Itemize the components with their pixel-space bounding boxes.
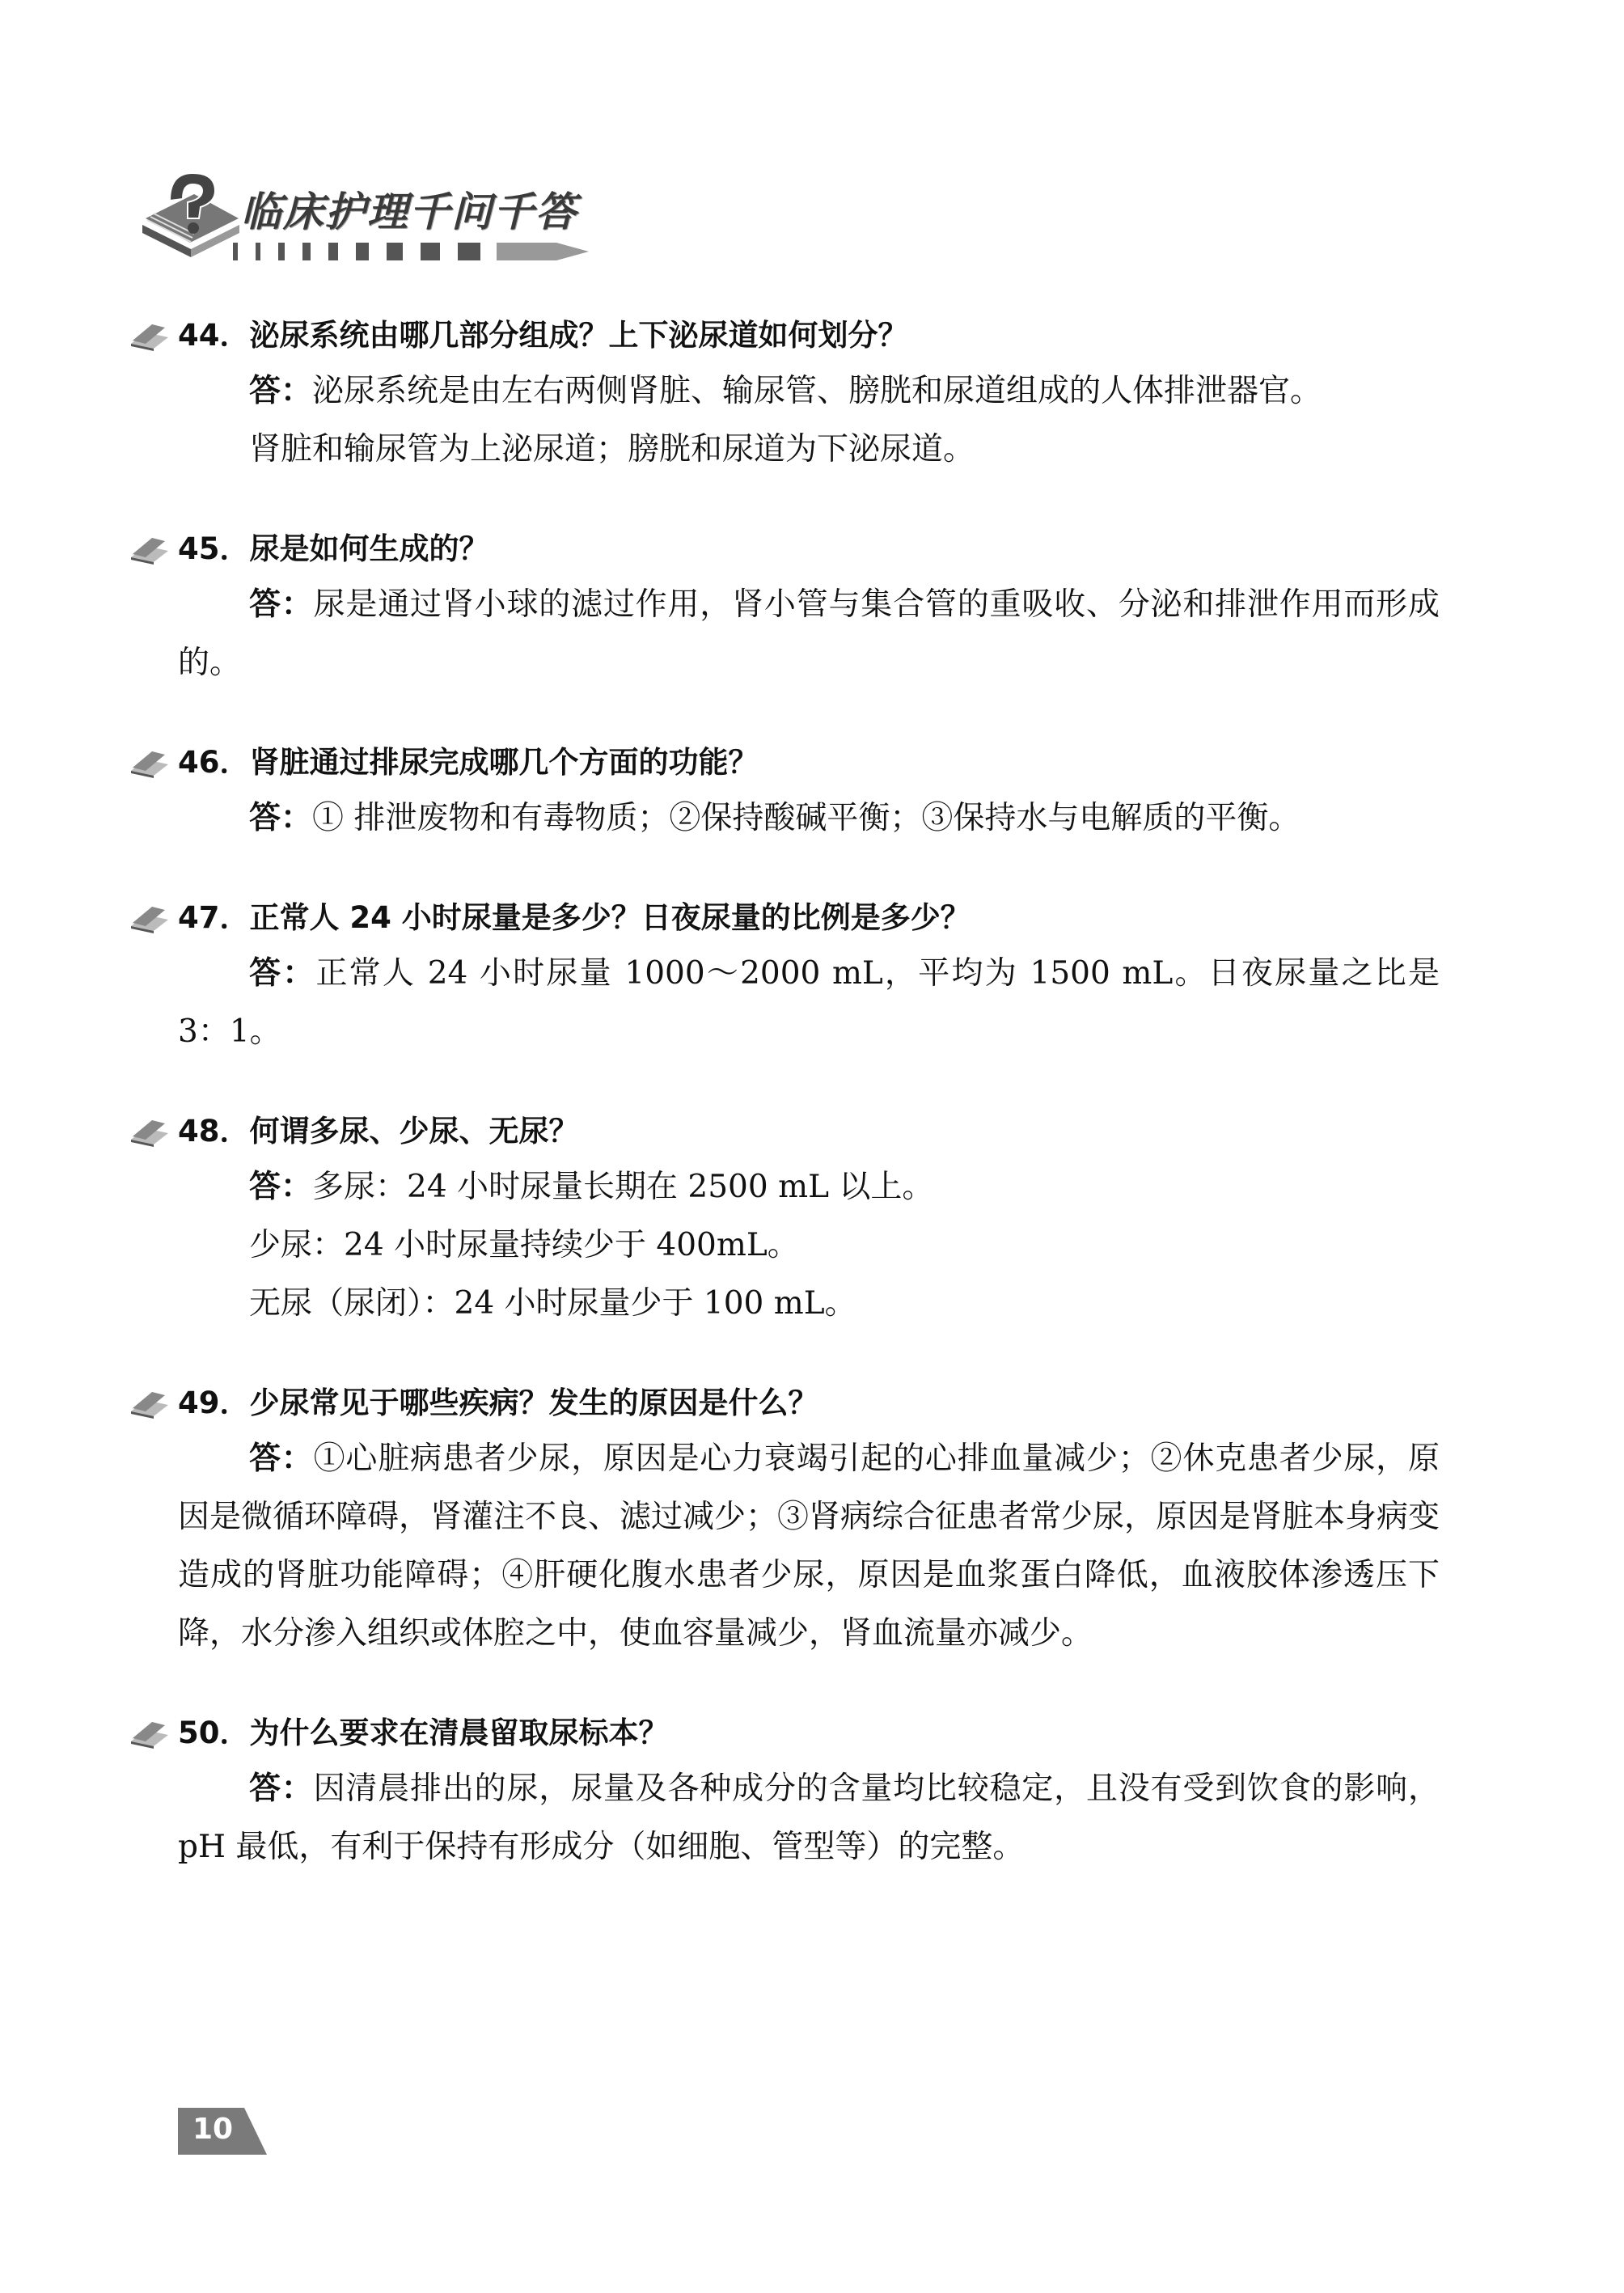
- answer-line: 无尿（尿闭）：24 小时尿量少于 100 mL。: [249, 1285, 856, 1322]
- question-heading: 50．为什么要求在清晨留取尿标本？: [129, 1707, 1440, 1760]
- answer-text: 答：正常人 24 小时尿量 1000～2000 mL，平均为 1500 mL。日夜尿量之比是 3：1。: [178, 955, 1440, 1050]
- book-question-icon: [137, 162, 243, 267]
- book-page-icon: [129, 903, 170, 934]
- answer-continuation: 肾脏和输尿管为上泌尿道；膀胱和尿道为下泌尿道。: [249, 431, 975, 467]
- question-heading: 45．尿是如何生成的？: [129, 522, 1440, 576]
- question-heading: 48．何谓多尿、少尿、无尿？: [129, 1105, 1440, 1158]
- question-heading: 46．肾脏通过排尿完成哪几个方面的功能？: [129, 736, 1440, 789]
- qa-item-44: [178, 309, 1440, 479]
- book-series-title: 临床护理千问千答: [241, 188, 577, 235]
- book-page-icon: [129, 535, 170, 565]
- running-header: [137, 162, 590, 271]
- book-page-icon: [129, 1719, 170, 1749]
- answer-text: 答：尿是通过肾小球的滤过作用，肾小管与集合管的重吸收、分泌和排泄作用而形成的。: [178, 586, 1440, 681]
- qa-item-45: [178, 522, 1440, 692]
- page-number: 10: [192, 2113, 234, 2146]
- question-heading: 49．少尿常见于哪些疾病？发生的原因是什么？: [129, 1377, 1440, 1430]
- book-page-icon: [129, 1117, 170, 1148]
- qa-item-48: [178, 1105, 1440, 1333]
- answer-text: 答：多尿：24 小时尿量长期在 2500 mL 以上。: [249, 1169, 934, 1205]
- book-page-icon: [129, 1389, 170, 1419]
- qa-item-49: [178, 1377, 1440, 1663]
- header-decorative-bars: [233, 236, 589, 265]
- answer-text: 答：① 排泄废物和有毒物质；②保持酸碱平衡；③保持水与电解质的平衡。: [249, 800, 1300, 836]
- book-page-icon: [129, 748, 170, 779]
- answer-line: 少尿：24 小时尿量持续少于 400mL。: [249, 1227, 799, 1263]
- qa-item-50: [178, 1707, 1440, 1876]
- qa-content: [178, 309, 1440, 1920]
- answer-text: 答：泌尿系统是由左右两侧肾脏、输尿管、膀胱和尿道组成的人体排泄器官。: [249, 373, 1322, 409]
- answer-text: 答：①心脏病患者少尿，原因是心力衰竭引起的心排血量减少；②休克患者少尿，原因是微循环障碍，肾灌注不良、滤过减少；③肾病综合征患者常少尿，原因是肾脏本身病变造成的肾脏功能障碍；④肝硬化腹水患者少尿，原因是血浆蛋白降低，血液胶体渗透压下降，水分渗入组织或体腔之中，使血容量减少，肾血流量亦减少。: [178, 1441, 1440, 1652]
- qa-item-46: [178, 736, 1440, 848]
- qa-item-47: [178, 891, 1440, 1061]
- book-page-icon: [129, 321, 170, 352]
- question-heading: 44．泌尿系统由哪几部分组成？上下泌尿道如何划分？: [129, 309, 1440, 362]
- question-heading: 47．正常人 24 小时尿量是多少？日夜尿量的比例是多少？: [129, 891, 1440, 945]
- answer-text: 答：因清晨排出的尿，尿量及各种成分的含量均比较稳定，且没有受到饮食的影响，pH 最低，有利于保持有形成分（如细胞、管型等）的完整。: [178, 1771, 1440, 1865]
- page-number-tab: [178, 2108, 267, 2155]
